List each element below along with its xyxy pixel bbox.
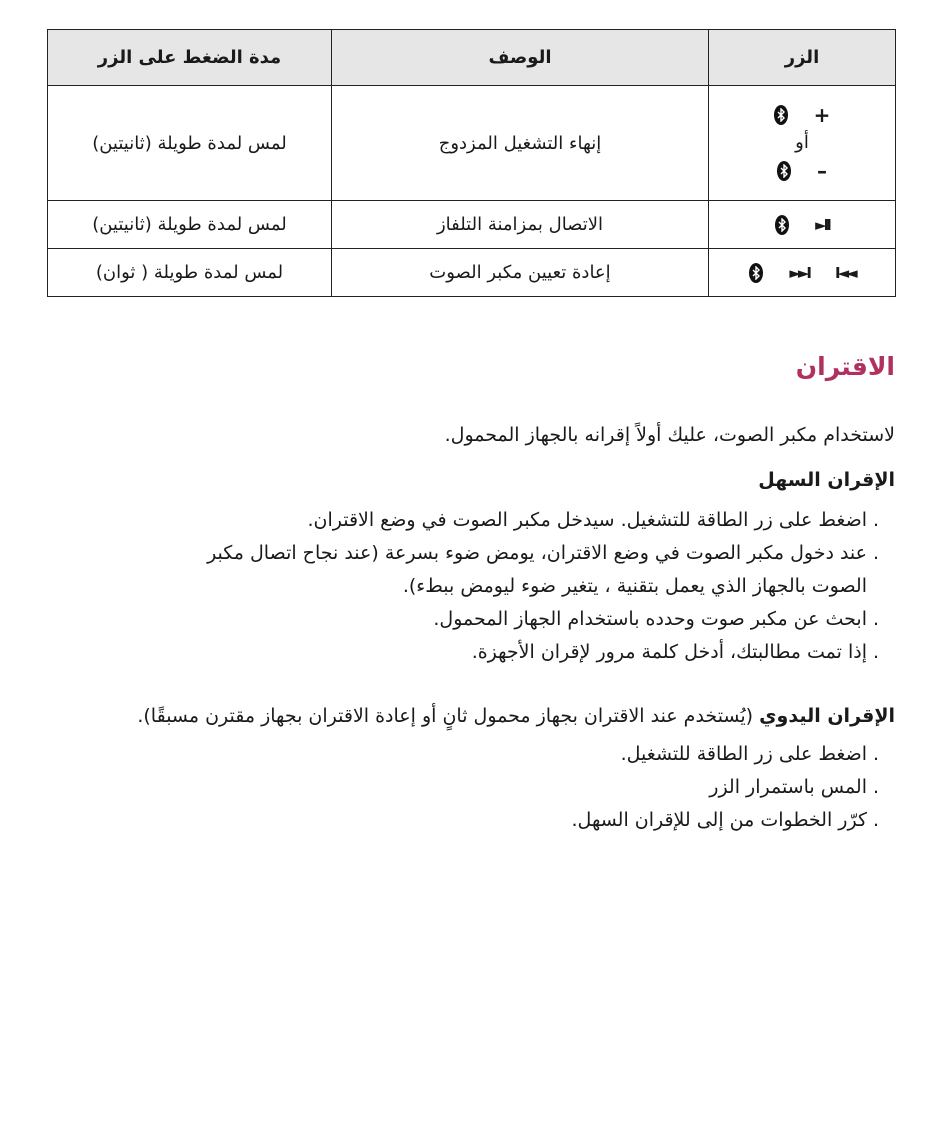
description-cell: إنهاء التشغيل المزدوج [332, 86, 709, 201]
intro-text: لاستخدام مكبر الصوت، عليك أولاً إقرانه بالجهاز المحمول. [444, 424, 895, 446]
list-item: . إذا تمت مطالبتك، أدخل كلمة مرور لإقران الأجهزة. [207, 636, 867, 669]
easy-pairing-steps [207, 504, 895, 669]
or-label: أو [795, 132, 809, 153]
bluetooth-icon [774, 105, 788, 125]
table-header-row [48, 30, 896, 86]
header-duration: مدة الضغط على الزر [48, 30, 332, 86]
minus-icon: – [817, 159, 827, 183]
bluetooth-icon [775, 215, 789, 235]
table-row [48, 249, 896, 297]
header-button: الزر [709, 30, 896, 86]
next-track-icon: ►►I [789, 263, 809, 282]
manual-pairing-note: (يُستخدم عند الاقتران بجهاز محمول ثانٍ أو إعادة الاقتران بجهاز مقترن مسبقًا). [137, 705, 754, 727]
volume-down-combo [777, 159, 827, 183]
list-item: . ابحث عن مكبر صوت وحدده باستخدام الجهاز المحمول. [207, 603, 867, 636]
duration-cell: لمس لمدة طويلة (ثانيتين) [48, 86, 332, 201]
play-pause-combo [709, 215, 895, 235]
reset-combo [709, 263, 895, 283]
section-title: الاقتران [795, 352, 895, 381]
list-item: . اضغط على زر الطاقة للتشغيل. سيدخل مكبر الصوت في وضع الاقتران. [207, 504, 867, 537]
volume-up-combo [774, 103, 831, 127]
button-cell [709, 86, 896, 201]
previous-track-icon: I◄◄ [835, 263, 855, 282]
easy-pairing-heading: الإقران السهل [758, 469, 895, 491]
manual-pairing-heading: الإقران اليدوي [759, 705, 895, 727]
list-item-continuation: الصوت بالجهاز الذي يعمل بتقنية ، يتغير ضوء ليومض ببطء). [402, 575, 867, 597]
manual-pairing-paragraph [137, 702, 895, 730]
list-item: . كرّر الخطوات من إلى للإقران السهل. [572, 804, 867, 837]
header-description: الوصف [332, 30, 709, 86]
bluetooth-icon [749, 263, 763, 283]
list-item: . عند دخول مكبر الصوت في وضع الاقتران، يومض ضوء بسرعة (عند نجاح اتصال مكبر [207, 537, 867, 570]
button-cell [709, 249, 896, 297]
duration-cell: لمس لمدة طويلة (ثانيتين) [48, 201, 332, 249]
volume-buttons [709, 103, 895, 183]
play-pause-icon: ►II [815, 215, 829, 234]
list-item: . اضغط على زر الطاقة للتشغيل. [572, 738, 867, 771]
list-item: . المس باستمرار الزر [572, 771, 867, 804]
plus-icon: + [813, 103, 831, 127]
table-row [48, 86, 896, 201]
description-cell: الاتصال بمزامنة التلفاز [332, 201, 709, 249]
table-row [48, 201, 896, 249]
button-cell [709, 201, 896, 249]
manual-pairing-steps [572, 738, 895, 837]
controls-table [47, 29, 896, 297]
bluetooth-icon [777, 161, 791, 181]
description-cell: إعادة تعيين مكبر الصوت [332, 249, 709, 297]
duration-cell: لمس لمدة طويلة ( ثوان) [48, 249, 332, 297]
